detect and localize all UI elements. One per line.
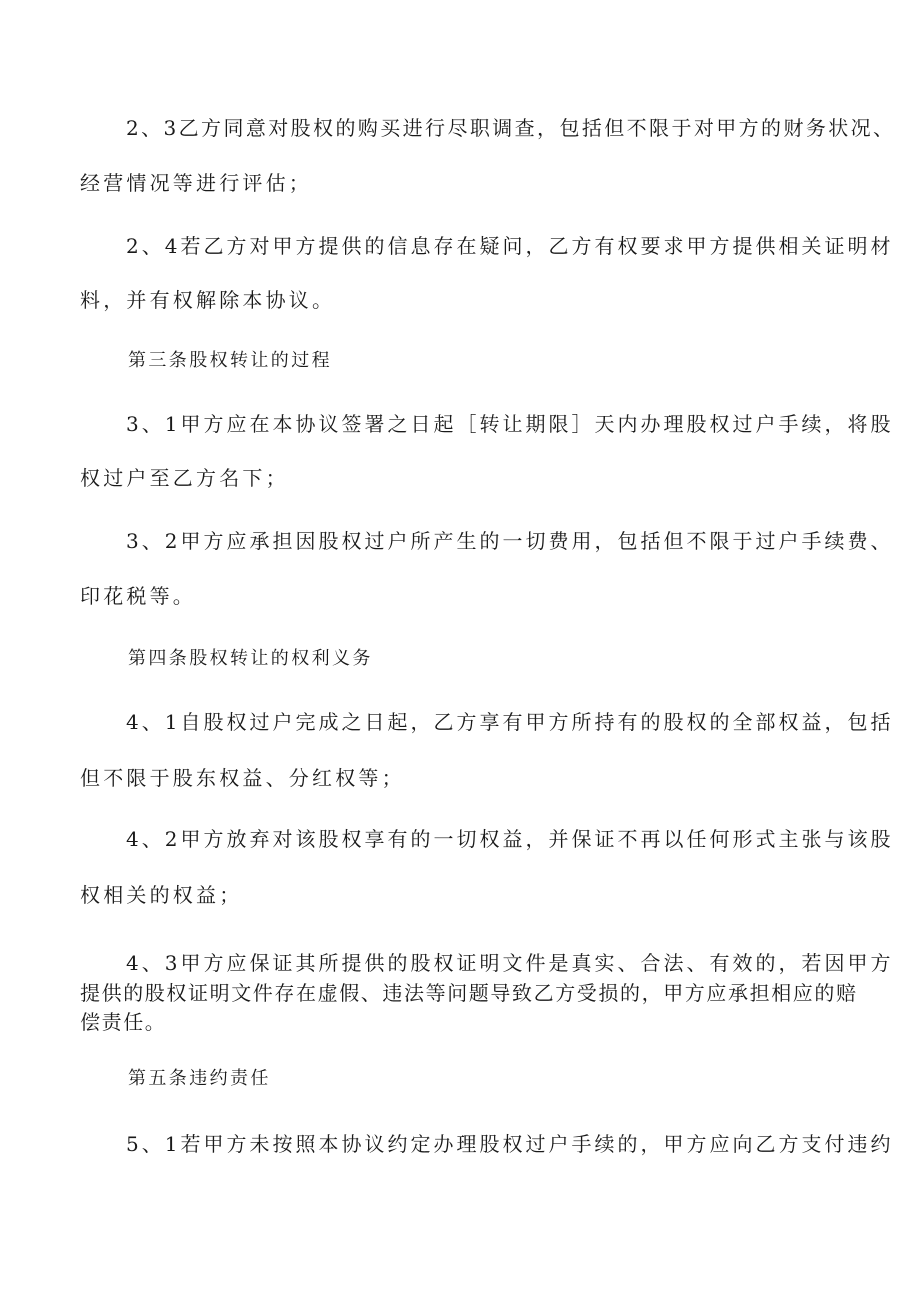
clause-5-1-line-1: 5、1若甲方未按照本协议约定办理股权过户手续的，甲方应向乙方支付违约 xyxy=(126,1132,894,1156)
clause-3-1-line-2: 权过户至乙方名下； xyxy=(80,466,289,490)
clause-3-2-line-1: 3、2甲方应承担因股权过户所产生的一切费用，包括但不限于过户手续费、 xyxy=(126,529,894,553)
clause-3-2-line-2: 印花税等。 xyxy=(80,584,196,608)
article-4-heading: 第四条股权转让的权利义务 xyxy=(128,648,373,669)
clause-3-1-line-1: 3、1甲方应在本协议签署之日起［转让期限］天内办理股权过户手续，将股 xyxy=(126,412,894,436)
clause-4-3-line-3: 偿责任。 xyxy=(80,1010,167,1034)
article-3-heading: 第三条股权转让的过程 xyxy=(128,350,332,371)
clause-2-3-line-1: 2、3乙方同意对股权的购买进行尽职调查，包括但不限于对甲方的财务状况、 xyxy=(126,116,896,140)
clause-4-1-line-2: 但不限于股东权益、分红权等； xyxy=(80,766,405,790)
clause-2-4-line-2: 料，并有权解除本协议。 xyxy=(80,288,336,312)
clause-4-1-line-1: 4、1自股权过户完成之日起，乙方享有甲方所持有的股权的全部权益，包括 xyxy=(126,710,894,734)
article-5-heading: 第五条违约责任 xyxy=(128,1068,271,1089)
clause-4-2-line-2: 权相关的权益； xyxy=(80,883,243,907)
clause-2-3-line-2: 经营情况等进行评估； xyxy=(80,171,312,195)
clause-4-3-line-2: 提供的股权证明文件存在虚假、违法等问题导致乙方受损的，甲方应承担相应的赔 xyxy=(80,981,858,1005)
clause-2-4-line-1: 2、4若乙方对甲方提供的信息存在疑问，乙方有权要求甲方提供相关证明材 xyxy=(126,234,894,258)
clause-4-3-line-1: 4、3甲方应保证其所提供的股权证明文件是真实、合法、有效的，若因甲方 xyxy=(126,951,894,975)
clause-4-2-line-1: 4、2甲方放弃对该股权享有的一切权益，并保证不再以任何形式主张与该股 xyxy=(126,827,894,851)
